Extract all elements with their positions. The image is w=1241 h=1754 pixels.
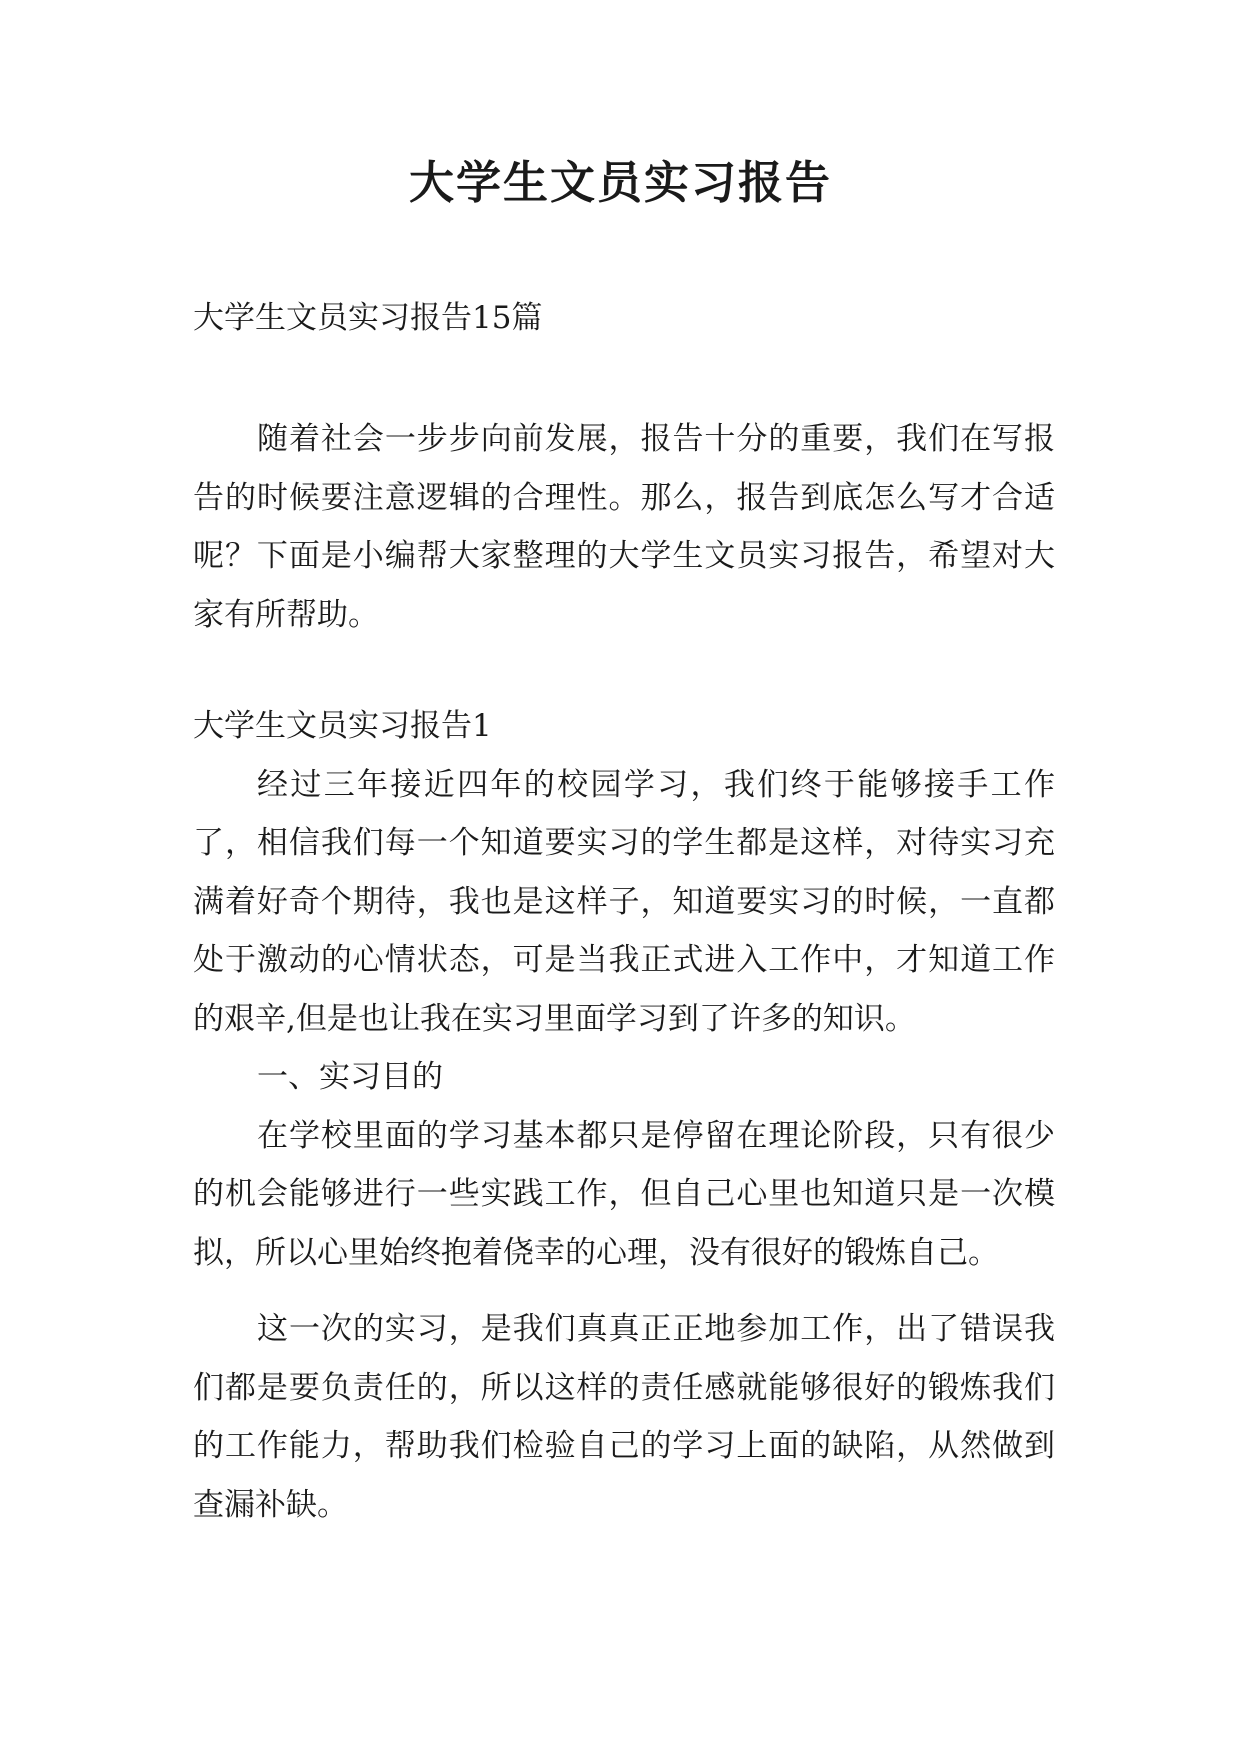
report-paragraph: 这一次的实习，是我们真真正正地参加工作，出了错误我们都是要负责任的，所以这样的责任感就能够很好的锻炼我们的工作能力，帮助我们检验自己的学习上面的缺陷，从然做到查漏补缺。 [193,1311,1055,1523]
intro-paragraph: 随着社会一步步向前发展，报告十分的重要，我们在写报告的时候要注意逻辑的合理性。那么，报告到底怎么写才合适呢？下面是小编帮大家整理的大学生文员实习报告，希望对大家有所帮助。 [193,421,1055,633]
intro-section [193,410,1055,644]
document-subtitle: 大学生文员实习报告15篇 [193,300,543,336]
section-heading: 一、实习目的 [257,1059,443,1095]
section-title: 大学生文员实习报告1 [193,708,492,744]
report-section [193,697,1055,1534]
report-paragraph: 在学校里面的学习基本都只是停留在理论阶段，只有很少的机会能够进行一些实践工作，但自己心里也知道只是一次模拟，所以心里始终抱着侥幸的心理，没有很好的锻炼自己。 [193,1117,1055,1271]
document-title: 大学生文员实习报告 [408,156,832,209]
report-paragraph: 经过三年接近四年的校园学习，我们终于能够接手工作了，相信我们每一个知道要实习的学生都是这样，对待实习充满着好奇个期待，我也是这样子，知道要实习的时候，一直都处于激动的心情状态，可是当我正式进入工作中，才知道工作的艰辛,但是也让我在实习里面学习到了许多的知识。 [193,766,1055,1037]
